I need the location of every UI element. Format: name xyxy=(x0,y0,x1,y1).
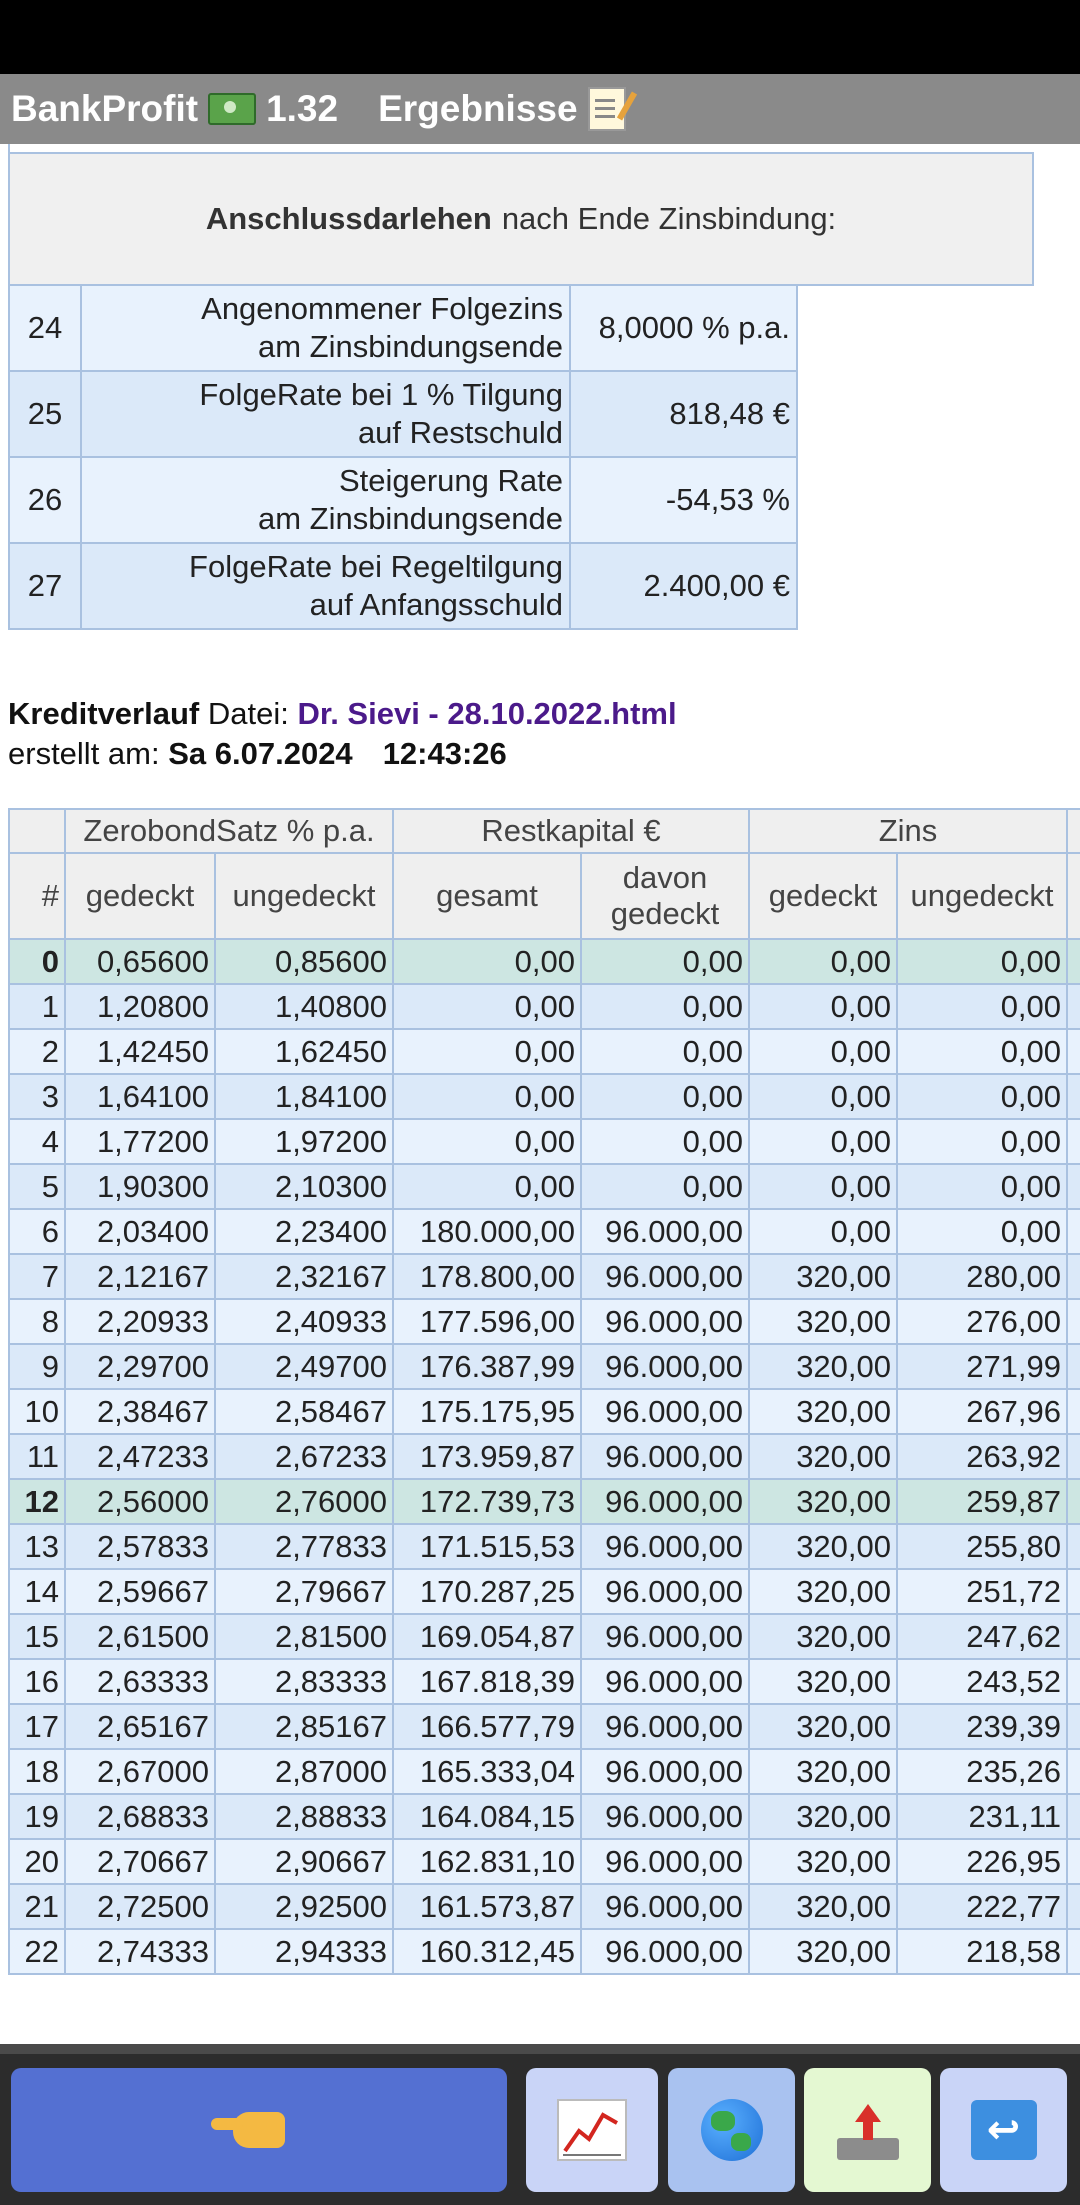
zb-ungedeckt: 2,58467 xyxy=(215,1389,393,1434)
zb-ungedeckt: 2,32167 xyxy=(215,1254,393,1299)
memo-icon xyxy=(588,87,626,131)
zins-ungedeckt: 267,96 xyxy=(897,1389,1067,1434)
row-number: 19 xyxy=(9,1794,65,1839)
table-row xyxy=(9,1029,1080,1074)
param-label: FolgeRate bei 1 % Tilgung auf Restschuld xyxy=(81,371,570,457)
results-content[interactable] xyxy=(0,144,1080,2044)
restkapital-davon-gedeckt: 96.000,00 xyxy=(581,1479,749,1524)
money-icon xyxy=(208,93,256,125)
params-table xyxy=(8,284,798,630)
restkapital-gesamt: 161.573,87 xyxy=(393,1884,581,1929)
restkapital-gesamt: 167.818,39 xyxy=(393,1659,581,1704)
restkapital-gesamt: 0,00 xyxy=(393,1074,581,1119)
zins-ungedeckt: 251,72 xyxy=(897,1569,1067,1614)
zins-ungedeckt: 271,99 xyxy=(897,1344,1067,1389)
anschluss-notice: Anschlussdarlehen nach Ende Zinsbindung: xyxy=(8,152,1034,286)
table-row xyxy=(9,1659,1080,1704)
zins-ungedeckt: 0,00 xyxy=(897,939,1067,984)
zins-gedeckt: 320,00 xyxy=(749,1389,897,1434)
header-zerobond: ZerobondSatz % p.a. xyxy=(65,809,393,853)
restkapital-davon-gedeckt: 96.000,00 xyxy=(581,1704,749,1749)
zb-ungedeckt: 1,40800 xyxy=(215,984,393,1029)
zb-gedeckt: 2,67000 xyxy=(65,1749,215,1794)
row-number: 2 xyxy=(9,1029,65,1074)
zb-gedeckt: 2,70667 xyxy=(65,1839,215,1884)
pointing-hand-icon xyxy=(233,2112,285,2148)
header-empty xyxy=(9,809,65,853)
row-number: 18 xyxy=(9,1749,65,1794)
zins-gedeckt: 320,00 xyxy=(749,1434,897,1479)
zb-ungedeckt: 2,10300 xyxy=(215,1164,393,1209)
main-action-button[interactable] xyxy=(11,2068,507,2192)
zins-ungedeckt: 255,80 xyxy=(897,1524,1067,1569)
param-value: -54,53 % xyxy=(570,457,797,543)
divider xyxy=(0,2044,1080,2054)
zins-ungedeckt: 218,58 xyxy=(897,1929,1067,1974)
zb-gedeckt: 2,38467 xyxy=(65,1389,215,1434)
param-value: 2.400,00 € xyxy=(570,543,797,629)
zb-ungedeckt: 2,23400 xyxy=(215,1209,393,1254)
restkapital-davon-gedeckt: 96.000,00 xyxy=(581,1209,749,1254)
zb-gedeckt: 2,03400 xyxy=(65,1209,215,1254)
zins-ungedeckt: 276,00 xyxy=(897,1299,1067,1344)
zins-gedeckt: 320,00 xyxy=(749,1479,897,1524)
row-number: 6 xyxy=(9,1209,65,1254)
header-num: # xyxy=(9,853,65,939)
table-row xyxy=(9,1344,1080,1389)
param-row xyxy=(9,457,797,543)
status-bar xyxy=(0,0,1080,74)
restkapital-gesamt: 0,00 xyxy=(393,1029,581,1074)
table-row xyxy=(9,1479,1080,1524)
zins-gedeckt: 320,00 xyxy=(749,1749,897,1794)
param-number: 27 xyxy=(9,543,81,629)
restkapital-gesamt: 177.596,00 xyxy=(393,1299,581,1344)
row-number: 1 xyxy=(9,984,65,1029)
zins-gedeckt: 0,00 xyxy=(749,1029,897,1074)
zins-gedeckt: 0,00 xyxy=(749,1209,897,1254)
restkapital-gesamt: 180.000,00 xyxy=(393,1209,581,1254)
header-zins-gedeckt: gedeckt xyxy=(749,853,897,939)
header-zins: Zins xyxy=(749,809,1067,853)
zb-gedeckt: 2,57833 xyxy=(65,1524,215,1569)
bottom-toolbar xyxy=(0,2044,1080,2205)
created-date: Sa 6.07.2024 xyxy=(168,736,353,771)
table-row xyxy=(9,1884,1080,1929)
restkapital-gesamt: 0,00 xyxy=(393,984,581,1029)
title-bar xyxy=(0,74,1080,144)
restkapital-davon-gedeckt: 0,00 xyxy=(581,1074,749,1119)
zins-gedeckt: 320,00 xyxy=(749,1839,897,1884)
restkapital-davon-gedeckt: 0,00 xyxy=(581,1119,749,1164)
chart-button[interactable] xyxy=(526,2068,658,2192)
restkapital-gesamt: 175.175,95 xyxy=(393,1389,581,1434)
chart-icon xyxy=(557,2099,627,2161)
row-number: 0 xyxy=(9,939,65,984)
param-number: 26 xyxy=(9,457,81,543)
zb-gedeckt: 2,61500 xyxy=(65,1614,215,1659)
param-number: 24 xyxy=(9,285,81,371)
zins-ungedeckt: 243,52 xyxy=(897,1659,1067,1704)
zins-gedeckt: 320,00 xyxy=(749,1614,897,1659)
table-row xyxy=(9,1074,1080,1119)
zb-ungedeckt: 2,49700 xyxy=(215,1344,393,1389)
zb-ungedeckt: 2,81500 xyxy=(215,1614,393,1659)
zins-gedeckt: 320,00 xyxy=(749,1254,897,1299)
zins-ungedeckt: 0,00 xyxy=(897,1074,1067,1119)
zins-ungedeckt: 280,00 xyxy=(897,1254,1067,1299)
zins-gedeckt: 320,00 xyxy=(749,1794,897,1839)
restkapital-davon-gedeckt: 96.000,00 xyxy=(581,1614,749,1659)
restkapital-davon-gedeckt: 96.000,00 xyxy=(581,1524,749,1569)
table-row xyxy=(9,1749,1080,1794)
divider xyxy=(8,144,1032,152)
restkapital-davon-gedeckt: 96.000,00 xyxy=(581,1569,749,1614)
restkapital-davon-gedeckt: 96.000,00 xyxy=(581,1659,749,1704)
table-row xyxy=(9,1254,1080,1299)
zb-gedeckt: 2,59667 xyxy=(65,1569,215,1614)
restkapital-gesamt: 169.054,87 xyxy=(393,1614,581,1659)
header-zb-ungedeckt: ungedeckt xyxy=(215,853,393,939)
param-value: 8,0000 % p.a. xyxy=(570,285,797,371)
back-icon: ↩ xyxy=(971,2100,1037,2160)
zb-ungedeckt: 2,40933 xyxy=(215,1299,393,1344)
zb-gedeckt: 2,12167 xyxy=(65,1254,215,1299)
restkapital-gesamt: 176.387,99 xyxy=(393,1344,581,1389)
kreditverlauf-info: Kreditverlauf Datei: Dr. Sievi - 28.10.2022.html erstellt am: Sa 6.07.2024 12:43:26 xyxy=(8,696,677,771)
zins-ungedeckt: 0,00 xyxy=(897,1029,1067,1074)
zb-gedeckt: 1,77200 xyxy=(65,1119,215,1164)
zins-ungedeckt: 247,62 xyxy=(897,1614,1067,1659)
zb-gedeckt: 0,65600 xyxy=(65,939,215,984)
row-number: 16 xyxy=(9,1659,65,1704)
restkapital-davon-gedeckt: 96.000,00 xyxy=(581,1884,749,1929)
table-row xyxy=(9,1389,1080,1434)
zins-ungedeckt: 235,26 xyxy=(897,1749,1067,1794)
zb-ungedeckt: 0,85600 xyxy=(215,939,393,984)
table-row xyxy=(9,1569,1080,1614)
header-restkapital: Restkapital € xyxy=(393,809,749,853)
row-number: 13 xyxy=(9,1524,65,1569)
row-number: 3 xyxy=(9,1074,65,1119)
header-gesamt: gesamt xyxy=(393,853,581,939)
zb-ungedeckt: 2,85167 xyxy=(215,1704,393,1749)
header-zins-ungedeckt: ungedeckt xyxy=(897,853,1067,939)
restkapital-gesamt: 173.959,87 xyxy=(393,1434,581,1479)
restkapital-gesamt: 178.800,00 xyxy=(393,1254,581,1299)
param-row xyxy=(9,543,797,629)
zins-gedeckt: 0,00 xyxy=(749,1119,897,1164)
zins-gedeckt: 320,00 xyxy=(749,1299,897,1344)
restkapital-davon-gedeckt: 96.000,00 xyxy=(581,1299,749,1344)
globe-button[interactable] xyxy=(668,2068,795,2192)
row-number: 14 xyxy=(9,1569,65,1614)
zb-gedeckt: 1,90300 xyxy=(65,1164,215,1209)
restkapital-gesamt: 166.577,79 xyxy=(393,1704,581,1749)
zb-gedeckt: 2,74333 xyxy=(65,1929,215,1974)
zins-gedeckt: 0,00 xyxy=(749,1074,897,1119)
table-row xyxy=(9,1119,1080,1164)
table-row xyxy=(9,1524,1080,1569)
zb-gedeckt: 2,29700 xyxy=(65,1344,215,1389)
table-row xyxy=(9,1614,1080,1659)
row-number: 10 xyxy=(9,1389,65,1434)
restkapital-davon-gedeckt: 96.000,00 xyxy=(581,1254,749,1299)
zb-ungedeckt: 2,92500 xyxy=(215,1884,393,1929)
zins-gedeckt: 0,00 xyxy=(749,984,897,1029)
restkapital-gesamt: 172.739,73 xyxy=(393,1479,581,1524)
zins-ungedeckt: 239,39 xyxy=(897,1704,1067,1749)
upload-icon xyxy=(835,2100,901,2160)
zb-ungedeckt: 2,87000 xyxy=(215,1749,393,1794)
kreditverlauf-table xyxy=(8,808,1080,1975)
row-number: 17 xyxy=(9,1704,65,1749)
table-row xyxy=(9,1839,1080,1884)
zins-ungedeckt: 231,11 xyxy=(897,1794,1067,1839)
zb-gedeckt: 2,20933 xyxy=(65,1299,215,1344)
zb-gedeckt: 1,64100 xyxy=(65,1074,215,1119)
zins-ungedeckt: 0,00 xyxy=(897,984,1067,1029)
zins-gedeckt: 320,00 xyxy=(749,1659,897,1704)
row-number: 4 xyxy=(9,1119,65,1164)
table-row xyxy=(9,939,1080,984)
row-number: 20 xyxy=(9,1839,65,1884)
restkapital-davon-gedeckt: 0,00 xyxy=(581,1164,749,1209)
restkapital-davon-gedeckt: 96.000,00 xyxy=(581,1749,749,1794)
zb-gedeckt: 2,65167 xyxy=(65,1704,215,1749)
restkapital-davon-gedeckt: 0,00 xyxy=(581,939,749,984)
zins-ungedeckt: 0,00 xyxy=(897,1119,1067,1164)
zins-gedeckt: 320,00 xyxy=(749,1884,897,1929)
restkapital-gesamt: 160.312,45 xyxy=(393,1929,581,1974)
zins-ungedeckt: 222,77 xyxy=(897,1884,1067,1929)
zb-gedeckt: 2,47233 xyxy=(65,1434,215,1479)
zins-gedeckt: 320,00 xyxy=(749,1524,897,1569)
row-number: 8 xyxy=(9,1299,65,1344)
zb-ungedeckt: 1,84100 xyxy=(215,1074,393,1119)
zins-gedeckt: 320,00 xyxy=(749,1344,897,1389)
zins-ungedeckt: 0,00 xyxy=(897,1164,1067,1209)
header-davon-gedeckt: davon gedeckt xyxy=(581,853,749,939)
zb-gedeckt: 2,63333 xyxy=(65,1659,215,1704)
row-number: 9 xyxy=(9,1344,65,1389)
table-row xyxy=(9,1704,1080,1749)
restkapital-gesamt: 0,00 xyxy=(393,1164,581,1209)
zins-ungedeckt: 263,92 xyxy=(897,1434,1067,1479)
zb-gedeckt: 2,68833 xyxy=(65,1794,215,1839)
kreditverlauf-heading: Kreditverlauf xyxy=(8,696,200,731)
zb-ungedeckt: 2,76000 xyxy=(215,1479,393,1524)
zins-ungedeckt: 259,87 xyxy=(897,1479,1067,1524)
zins-gedeckt: 0,00 xyxy=(749,1164,897,1209)
row-number: 12 xyxy=(9,1479,65,1524)
zins-gedeckt: 320,00 xyxy=(749,1704,897,1749)
app-title: BankProfit 1.32 xyxy=(11,88,339,129)
restkapital-davon-gedeckt: 96.000,00 xyxy=(581,1434,749,1479)
zb-ungedeckt: 2,94333 xyxy=(215,1929,393,1974)
zb-ungedeckt: 1,97200 xyxy=(215,1119,393,1164)
param-label: FolgeRate bei Regeltilgung auf Anfangsschuld xyxy=(81,543,570,629)
upload-button[interactable] xyxy=(804,2068,931,2192)
restkapital-davon-gedeckt: 0,00 xyxy=(581,1029,749,1074)
restkapital-gesamt: 165.333,04 xyxy=(393,1749,581,1794)
zb-ungedeckt: 2,90667 xyxy=(215,1839,393,1884)
restkapital-gesamt: 162.831,10 xyxy=(393,1839,581,1884)
table-row xyxy=(9,1209,1080,1254)
restkapital-davon-gedeckt: 96.000,00 xyxy=(581,1389,749,1434)
back-button[interactable] xyxy=(940,2068,1067,2192)
restkapital-gesamt: 0,00 xyxy=(393,939,581,984)
restkapital-davon-gedeckt: 0,00 xyxy=(581,984,749,1029)
table-row xyxy=(9,1164,1080,1209)
table-row xyxy=(9,1794,1080,1839)
param-number: 25 xyxy=(9,371,81,457)
row-number: 22 xyxy=(9,1929,65,1974)
param-value: 818,48 € xyxy=(570,371,797,457)
file-link[interactable]: Dr. Sievi - 28.10.2022.html xyxy=(297,696,677,731)
created-time: 12:43:26 xyxy=(382,736,507,771)
table-row xyxy=(9,1299,1080,1344)
row-number: 7 xyxy=(9,1254,65,1299)
zb-ungedeckt: 2,67233 xyxy=(215,1434,393,1479)
zb-ungedeckt: 2,88833 xyxy=(215,1794,393,1839)
zb-ungedeckt: 2,83333 xyxy=(215,1659,393,1704)
restkapital-davon-gedeckt: 96.000,00 xyxy=(581,1344,749,1389)
restkapital-davon-gedeckt: 96.000,00 xyxy=(581,1794,749,1839)
restkapital-gesamt: 171.515,53 xyxy=(393,1524,581,1569)
row-number: 15 xyxy=(9,1614,65,1659)
row-number: 5 xyxy=(9,1164,65,1209)
zb-gedeckt: 2,56000 xyxy=(65,1479,215,1524)
restkapital-gesamt: 170.287,25 xyxy=(393,1569,581,1614)
restkapital-gesamt: 0,00 xyxy=(393,1119,581,1164)
table-row xyxy=(9,1929,1080,1974)
param-label: Angenommener Folgezins am Zinsbindungsende xyxy=(81,285,570,371)
globe-icon xyxy=(701,2099,763,2161)
restkapital-davon-gedeckt: 96.000,00 xyxy=(581,1929,749,1974)
zb-ungedeckt: 1,62450 xyxy=(215,1029,393,1074)
zb-ungedeckt: 2,79667 xyxy=(215,1569,393,1614)
zb-ungedeckt: 2,77833 xyxy=(215,1524,393,1569)
zins-gedeckt: 0,00 xyxy=(749,939,897,984)
table-row xyxy=(9,984,1080,1029)
table-row xyxy=(9,1434,1080,1479)
zb-gedeckt: 2,72500 xyxy=(65,1884,215,1929)
row-number: 21 xyxy=(9,1884,65,1929)
restkapital-davon-gedeckt: 96.000,00 xyxy=(581,1839,749,1884)
zins-ungedeckt: 226,95 xyxy=(897,1839,1067,1884)
param-row xyxy=(9,371,797,457)
zb-gedeckt: 1,20800 xyxy=(65,984,215,1029)
section-title: Ergebnisse xyxy=(378,87,625,131)
row-number: 11 xyxy=(9,1434,65,1479)
restkapital-gesamt: 164.084,15 xyxy=(393,1794,581,1839)
zins-gedeckt: 320,00 xyxy=(749,1569,897,1614)
header-zb-gedeckt: gedeckt xyxy=(65,853,215,939)
zins-ungedeckt: 0,00 xyxy=(897,1209,1067,1254)
zb-gedeckt: 1,42450 xyxy=(65,1029,215,1074)
param-label: Steigerung Rate am Zinsbindungsende xyxy=(81,457,570,543)
zins-gedeckt: 320,00 xyxy=(749,1929,897,1974)
param-row xyxy=(9,285,797,371)
